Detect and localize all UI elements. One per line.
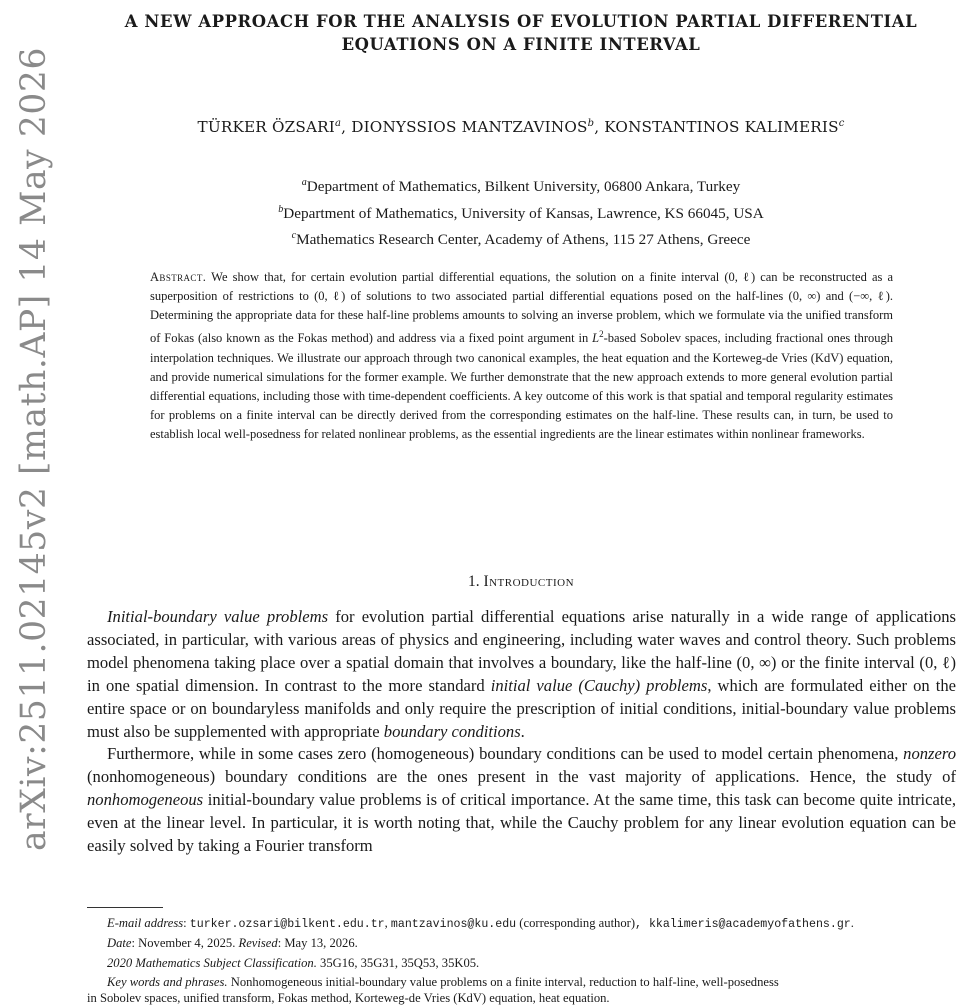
title-line-1: A NEW APPROACH FOR THE ANALYSIS OF EVOLUTION PARTIAL DIFFERENTIAL — [124, 12, 918, 31]
abstract-math-sup: 2 — [599, 329, 604, 340]
affiliation-b-text: Department of Mathematics, University of Kansas, Lawrence, KS 66045, USA — [283, 204, 764, 222]
introduction-body — [87, 606, 956, 858]
keywords-label: Key words and phrases. — [107, 974, 228, 989]
revised-label: Revised — [238, 936, 278, 951]
p2-text-2: (nonhomogeneous) boundary conditions are the ones present in the vast majority of applications. Hence, the study of — [87, 767, 956, 787]
section-number: 1. — [467, 573, 480, 590]
intro-paragraph-2 — [87, 743, 956, 858]
affiliation-a-mark: a — [301, 177, 307, 188]
footnote-keywords-continued: in Sobolev spaces, unified transform, Fokas method, Korteweg-de Vries (KdV) equation, heat equation. — [87, 991, 610, 1006]
author-1: TÜRKER ÖZSARI — [197, 118, 335, 137]
author-3: KONSTANTINOS KALIMERIS — [604, 118, 839, 137]
section-heading — [90, 573, 952, 591]
affiliations — [90, 172, 952, 252]
author-2: DIONYSSIOS MANTZAVINOS — [351, 118, 588, 137]
affiliation-a — [90, 172, 952, 199]
msc-value: 35G16, 35G31, 35Q53, 35K05. — [316, 955, 480, 970]
section-title: Introduction — [483, 573, 575, 590]
email-separator-1: , — [384, 916, 391, 930]
affiliation-b-mark: b — [278, 203, 284, 215]
p2-emph-2: nonhomogeneous — [87, 790, 204, 810]
p2-text-1: Furthermore, while in some cases zero (homogeneous) boundary conditions can be used to model certain phenomena, — [107, 744, 904, 764]
msc-label: 2020 Mathematics Subject Classification. — [107, 955, 317, 970]
date-label: Date — [107, 936, 132, 951]
email-note: (corresponding author) — [516, 916, 636, 930]
footnotes — [87, 914, 967, 1008]
affiliation-c-mark: c — [291, 230, 297, 242]
p1-emph-3: boundary conditions — [383, 721, 521, 741]
intro-paragraph-1 — [87, 606, 956, 743]
revised-value: : May 13, 2026. — [277, 936, 358, 951]
p1-text-2: , which are formulated either on the entire space or on boundaryless manifolds and only require the prescription of initial conditions, initial-boundary value problems must also be supplemented with appropriate — [87, 675, 956, 741]
author-list: TÜRKER ÖZSARI$^a$, DIONYSSIOS MANTZAVINOS$^b$, KONSTANTINOS KALIMERIS$^c$ — [197, 118, 845, 137]
p2-emph-1: nonzero — [903, 744, 956, 764]
author-2-mark: b — [587, 118, 595, 129]
p2-text-3: initial-boundary value problems is of critical importance. At the same time, this task can become quite intricate, even at the linear level. In particular, it is worth noting that, while the Cauchy problem for any linear evolution equation can be easily solved by taking a Fourier transform — [87, 790, 956, 856]
email-label: E-mail address — [107, 916, 184, 930]
title-line-2: EQUATIONS ON A FINITE INTERVAL — [341, 35, 701, 54]
footnote-email: E-mail address: turker.ozsari@bilkent.edu.tr, mantzavinos@ku.edu (corresponding author), kkalimeris@academyofathens.gr. — [107, 916, 854, 931]
affiliation-c-text: Mathematics Research Center, Academy of Athens, 115 27 Athens, Greece — [296, 231, 751, 249]
affiliation-a-text: Department of Mathematics, Bilkent University, 06800 Ankara, Turkey — [306, 178, 741, 196]
date-value: : November 4, 2025. — [131, 936, 239, 951]
email-link-2[interactable]: mantzavinos@ku.edu — [390, 918, 517, 931]
footnote-date — [87, 934, 967, 953]
affiliation-b — [90, 199, 952, 226]
abstract — [150, 268, 893, 444]
arxiv-id-text: arXiv:2511.02145v2 [math.AP] 14 May 2026 — [14, 46, 54, 852]
p1-emph-2: initial value (Cauchy) problems — [490, 675, 708, 695]
email-link-1[interactable]: turker.ozsari@bilkent.edu.tr — [189, 918, 385, 931]
abstract-label: Abstract. — [150, 270, 207, 284]
email-separator-2: , — [635, 918, 649, 931]
author-3-mark: c — [838, 118, 845, 129]
abstract-text-2: -based Sobolev spaces, including fractional ones through interpolation techniques. We illustrate our approach through two canonical examples, the heat equation and the Korteweg-de Vries (KdV) equation, and provide numerical simulations for the former example. We further demonstrate that the new approach extends to more general evolution partial differential equations, including those with time-dependent coefficients. A key outcome of this work is that spatial and temporal regularity estimates for problems on a finite interval can be directly derived from the corresponding estimates on the half-line. These results can, in turn, be used to establish local well-posedness for related nonlinear problems, as the essential ingredients are the linear estimates within nonlinear frameworks. — [150, 331, 894, 441]
abstract-math-L: L — [592, 331, 600, 346]
email-link-3[interactable]: kkalimeris@academyofathens.gr — [648, 918, 851, 931]
footnote-rule — [87, 907, 163, 908]
footnote-msc — [87, 954, 967, 973]
affiliation-c — [90, 225, 952, 252]
paper-title — [90, 10, 952, 56]
p1-emph-1: Initial-boundary value problems — [107, 607, 329, 626]
arxiv-identifier-stamp — [4, 14, 64, 884]
p1-text-1: for evolution partial differential equations arise naturally in a wide range of applications associated, in particular, with various areas of physics and engineering, including water waves and control theory. Such problems model phenomena taking place over a spatial domain that involves a boundary, like the half-line (0, ∞) or the finite interval (0, ℓ) in one spatial dimension. In contrast to the more standard — [87, 607, 956, 695]
email-end: . — [850, 916, 854, 930]
keywords-value: Nonhomogeneous initial-boundary value problems on a finite interval, reduction to half-line, well-posedness — [227, 974, 779, 989]
abstract-text-1: We show that, for certain evolution partial differential equations, the solution on a finite interval (0, ℓ) can be reconstructed as a superposition of restrictions to (0, ℓ) of solutions to two associated partial differential equations posed on the half-lines (0, ∞) and (−∞, ℓ). Determining the appropriate data for these half-line problems amounts to solving an inverse problem, which we formulate via the unified transform of Fokas (also known as the Fokas method) and address via a fixed point argument in — [150, 270, 894, 346]
p1-text-3: . — [520, 721, 525, 741]
author-1-mark: a — [334, 118, 342, 129]
